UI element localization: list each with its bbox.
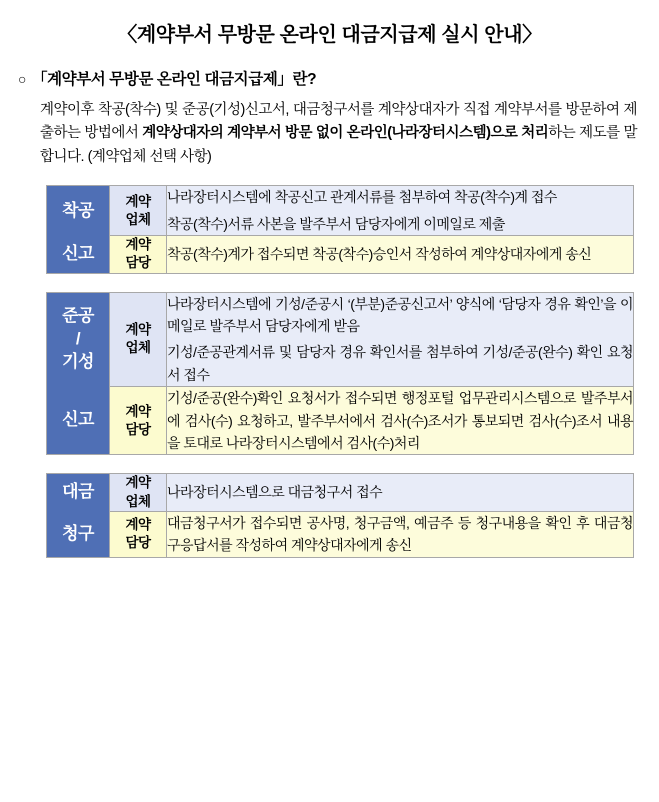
role-label-contractor [110,186,167,236]
page-title: 〈계약부서 무방문 온라인 대금지급제 실시 안내〉 [117,24,542,46]
stage-label-jungong-upper [47,292,110,387]
table-row [47,387,634,455]
stage-label-jungong-lower: 신고 [47,387,110,455]
body-paragraph: 나라장터시스템에 기성/준공시 ‘(부분)준공신고서’ 양식에 ‘담당자 경유 확인’을 이메일로 발주부서 담당자에게 받음 [167,295,633,335]
cell-body-officer [167,511,634,557]
cell-body-officer [167,387,634,455]
body-paragraph: 대금청구서가 접수되면 공사명, 청구금액, 예금주 등 청구내용을 확인 후 대금청구응답서를 작성하여 계약상대자에게 송신 [167,514,633,554]
intro-part-1: 계약이후 착공(착수) 및 준공(기성)신고서, 대금청구서를 계약상대자가 직접 계약부서를 방문하여 제출하는 방법에서 [40,102,637,142]
stage-label-daegeum-line1: 대금 [47,474,110,511]
table-block-daegeum [46,473,634,557]
cell-body-contractor [167,474,634,511]
stage-line-1: 준공 [62,306,94,326]
cell-body-officer [167,236,634,273]
section-marker: ○ [18,71,27,87]
table-row [47,511,634,557]
section-heading [18,67,645,89]
role-line-2: 담당 [125,255,151,271]
role-label-contractor [110,292,167,387]
stage-line-3: 기성 [62,352,94,372]
role-line-2: 담당 [125,421,151,437]
role-line-1: 계약 [125,193,151,209]
intro-part-3: 하는 제도를 말합니다. (계약업체 선택 사항) [40,125,637,165]
role-line-1: 계약 [125,322,151,338]
role-line-2: 담당 [125,535,151,551]
cell-body-contractor [167,292,634,387]
role-line-2: 업체 [125,211,151,227]
stage-label-chakgong-line1: 착공 [47,186,110,236]
table-row [47,186,634,236]
role-label-officer [110,387,167,455]
table-block-jungong [46,292,634,456]
role-line-1: 계약 [125,237,151,253]
intro-paragraph [40,99,637,169]
role-label-officer [110,236,167,273]
role-line-1: 계약 [125,517,151,533]
stage-label-chakgong-line2: 신고 [47,236,110,273]
body-paragraph: 착공(착수)계가 접수되면 착공(착수)승인서 작성하여 계약상대자에게 송신 [167,246,592,263]
body-paragraph: 나라장터시스템으로 대금청구서 접수 [167,484,383,501]
role-line-2: 업체 [125,340,151,356]
role-line-1: 계약 [125,403,151,419]
stage-label-daegeum-line2: 청구 [47,511,110,557]
table-row [47,474,634,511]
body-paragraph: 착공(착수)서류 사본을 발주부서 담당자에게 이메일로 제출 [167,215,505,232]
table-row [47,236,634,273]
role-line-2: 업체 [125,493,151,509]
stage-line-2: / [75,329,81,349]
cell-body-contractor [167,186,634,236]
role-label-officer [110,511,167,557]
body-paragraph: 기성/준공관계서류 및 담당자 경유 확인서를 첨부하여 기성/준공(완수) 확인 요청서 접수 [167,344,633,383]
role-label-contractor [110,474,167,511]
body-paragraph: 나라장터시스템에 착공신고 관계서류를 첨부하여 착공(착수)계 접수 [167,189,557,206]
intro-part-2-bold: 계약상대자의 계약부서 방문 없이 온라인(나라장터시스템)으로 처리 [142,125,549,142]
role-line-1: 계약 [125,475,151,491]
table-block-chakgong [46,185,634,273]
table-row [47,292,634,387]
section-heading-text: 「계약부서 무방문 온라인 대금지급제」란? [31,71,317,88]
body-paragraph: 기성/준공(완수)확인 요청서가 접수되면 행정포털 업무관리시스템으로 발주부서에 검사(수) 요청하고, 발주부서에서 검사(수)조서가 통보되면 검사(수)조서 내용을 토대로 나라장터시스템에서 검사(수)처리 [167,390,633,452]
